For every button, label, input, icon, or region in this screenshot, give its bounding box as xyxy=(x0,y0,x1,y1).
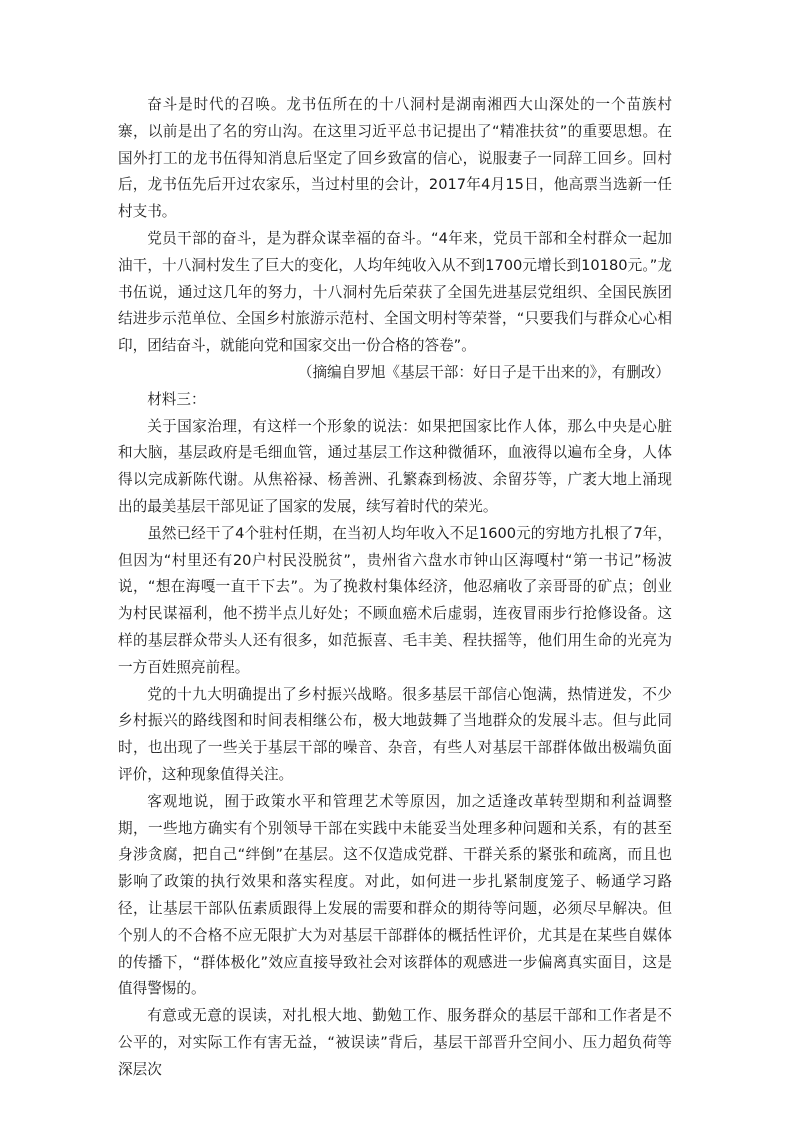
paragraph-5: 党的十九大明确提出了乡村振兴战略。很多基层干部信心饱满，热情迸发，不少乡村振兴的路线图和时间表相继公布，极大地鼓舞了当地群众的发展斗志。但与此同时，也出现了一些关于基层干部的噪音、杂音，有些人对基层干部群体做出极端负面评价，这种现象值得关注。 xyxy=(118,685,672,783)
paragraph-6: 客观地说，囿于政策水平和管理艺术等原因，加之适逢改革转型期和利益调整期，一些地方确实有个别领导干部在实践中未能妥当处理多种问题和关系，有的甚至身涉贪腐，把自己“绊倒”在基层。这不仅造成党群、干群关系的紧张和疏离，而且也影响了政策的执行效果和落实程度。对此，如何进一步扎紧制度笼子、畅通学习路径，让基层干部队伍素质跟得上发展的需要和群众的期待等问题，必须尽早解决。但个别人的不合格不应无限扩大为对基层干部群体的概括性评价，尤其是在某些自媒体的传播下，“群体极化”效应直接导致社会对该群体的观感进一步偏离真实面目，这是值得警惕的。 xyxy=(118,792,672,998)
paragraph-3: 关于国家治理，有这样一个形象的说法：如果把国家比作人体，那么中央是心脏和大脑，基层政府是毛细血管，通过基层工作这种微循环，血液得以遍布全身，人体得以完成新陈代谢。从焦裕禄、杨善洲、孔繁森到杨波、余留芬等，广袤大地上涌现出的最美基层干部见证了国家的发展，续写着时代的荣光。 xyxy=(118,417,672,515)
document-body xyxy=(118,92,672,1083)
source-note: （摘编自罗旭《基层干部：好日子是干出来的》，有删改） xyxy=(297,363,670,381)
paragraph-7: 有意或无意的误读，对扎根大地、勤勉工作、服务群众的基层干部和工作者是不公平的，对实际工作有害无益，“被误读”背后，基层干部晋升空间小、压力超负荷等深层次 xyxy=(118,1007,672,1078)
paragraph-2: 党员干部的奋斗，是为群众谋幸福的奋斗。“4年来，党员干部和全村群众一起加油干，十八洞村发生了巨大的变化，人均年纯收入从不到1700元增长到10180元。”龙书伍说，通过这几年的努力，十八洞村先后荣获了全国先进基层党组织、全国民族团结进步示范单位、全国乡村旅游示范村、全国文明村等荣誉，“只要我们与群众心心相印，团结奋斗，就能向党和国家交出一份合格的答卷”。 xyxy=(118,229,672,355)
paragraph-4: 虽然已经干了4个驻村任期，在当初人均年收入不足1600元的穷地方扎根了7年，但因为“村里还有20户村民没脱贫”，贵州省六盘水市钟山区海嘎村“第一书记”杨波说，“想在海嘎一直干下去”。为了挽救村集体经济，他忍痛收了亲哥哥的矿点；创业为村民谋福利，他不捞半点儿好处；不顾血癌术后虚弱，连夜冒雨步行抢修设备。这样的基层群众带头人还有很多，如范振喜、毛丰美、程扶摇等，他们用生命的光亮为一方百姓照亮前程。 xyxy=(118,524,672,676)
paragraph-1: 奋斗是时代的召唤。龙书伍所在的十八洞村是湖南湘西大山深处的一个苗族村寨，以前是出了名的穷山沟。在这里习近平总书记提出了“精准扶贫”的重要思想。在国外打工的龙书伍得知消息后坚定了回乡致富的信心，说服妻子一同辞工回乡。回村后，龙书伍先后开过农家乐，当过村里的会计，2017年4月15日，他高票当选新一任村支书。 xyxy=(118,96,672,221)
section-heading: 材料三： xyxy=(147,390,206,408)
